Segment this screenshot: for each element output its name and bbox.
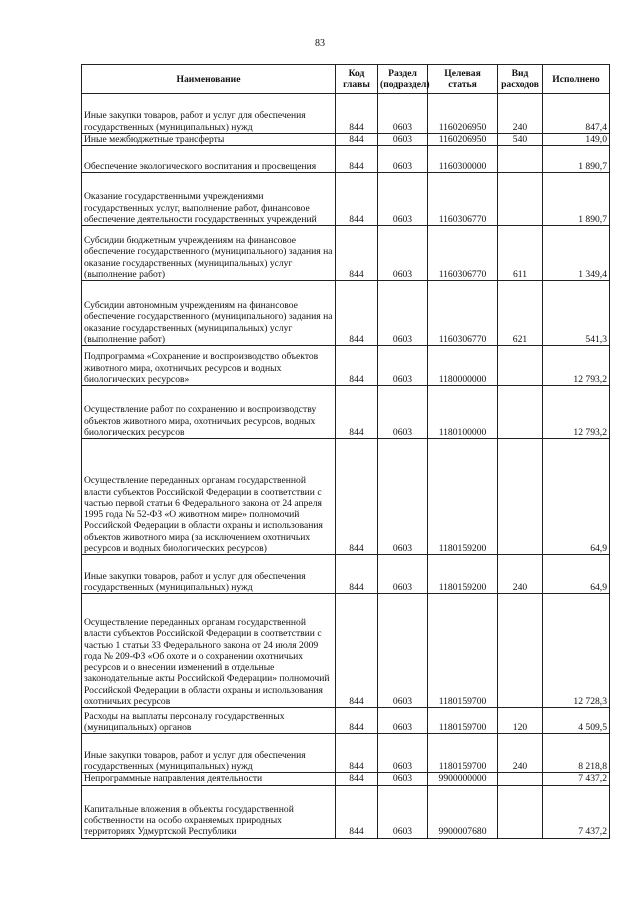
row-executed: 12 793,2 [543, 346, 610, 386]
row-code: 844 [336, 594, 378, 708]
row-target: 1160306770 [428, 281, 498, 346]
row-target: 1180000000 [428, 346, 498, 386]
table-row [82, 594, 610, 708]
row-kind [498, 785, 543, 838]
row-name: Непрограммные направления деятельности [82, 773, 336, 785]
row-section: 0603 [378, 785, 428, 838]
row-section: 0603 [378, 439, 428, 555]
table-row [82, 386, 610, 439]
row-kind [498, 146, 543, 173]
row-kind [498, 773, 543, 785]
row-code: 844 [336, 146, 378, 173]
header-section: Раздел (подраздел) [378, 65, 428, 94]
row-section: 0603 [378, 346, 428, 386]
budget-table [81, 64, 610, 839]
row-executed: 12 728,3 [543, 594, 610, 708]
row-section: 0603 [378, 173, 428, 226]
row-section: 0603 [378, 773, 428, 785]
row-kind: 611 [498, 226, 543, 281]
row-executed: 7 437,2 [543, 785, 610, 838]
row-name: Осуществление переданных органам государственной власти субъектов Российской Федерации в соответствии с частью 1 статьи 33 Федерального закона от 24 июля 2009 года № 209-ФЗ «Об охоте и о сохранении охотничьих ресурсов и о внесении изменений в отдельные законодательные акты Российской Федерации» полномочий Российской Федерации в области охраны и использования охотничьих ресурсов [82, 594, 336, 708]
row-target: 1180100000 [428, 386, 498, 439]
table-header-row [82, 65, 610, 94]
row-target: 1180159700 [428, 594, 498, 708]
row-name: Иные закупки товаров, работ и услуг для обеспечения государственных (муниципальных) нужд [82, 94, 336, 134]
row-target: 1160306770 [428, 226, 498, 281]
row-name: Капитальные вложения в объекты государственной собственности на особо охраняемых природных территориях Удмуртской Республики [82, 785, 336, 838]
row-name: Осуществление переданных органам государственной власти субъектов Российской Федерации в соответствии с частью первой статьи 6 Федерального закона от 24 апреля 1995 года № 52-ФЗ «О животном мире» полномочий Российской Федерации в области охраны и использования объектов животного мира (за исключением охотничьих ресурсов и водных биологических ресурсов) [82, 439, 336, 555]
row-code: 844 [336, 386, 378, 439]
row-section: 0603 [378, 734, 428, 773]
row-executed: 1 349,4 [543, 226, 610, 281]
row-kind: 540 [498, 134, 543, 146]
row-name: Иные закупки товаров, работ и услуг для обеспечения государственных (муниципальных) нужд [82, 555, 336, 594]
row-target: 9900007680 [428, 785, 498, 838]
table-row [82, 555, 610, 594]
row-code: 844 [336, 173, 378, 226]
table-row [82, 173, 610, 226]
row-executed: 149,0 [543, 134, 610, 146]
header-executed: Исполнено [543, 65, 610, 94]
row-name: Подпрограмма «Сохранение и воспроизводство объектов животного мира, охотничьих ресурсов и водных биологических ресурсов» [82, 346, 336, 386]
row-code: 844 [336, 708, 378, 734]
row-kind [498, 594, 543, 708]
table-row [82, 773, 610, 785]
row-executed: 64,9 [543, 555, 610, 594]
row-kind: 240 [498, 94, 543, 134]
table-row [82, 94, 610, 134]
row-target: 1160206950 [428, 94, 498, 134]
row-code: 844 [336, 439, 378, 555]
row-target: 1180159200 [428, 439, 498, 555]
row-section: 0603 [378, 226, 428, 281]
row-executed: 12 793,2 [543, 386, 610, 439]
row-executed: 8 218,8 [543, 734, 610, 773]
row-executed: 1 890,7 [543, 146, 610, 173]
row-section: 0603 [378, 134, 428, 146]
row-section: 0603 [378, 146, 428, 173]
row-executed: 1 890,7 [543, 173, 610, 226]
row-code: 844 [336, 734, 378, 773]
row-name: Осуществление работ по сохранению и воспроизводству объектов животного мира, охотничьих ресурсов, водных биологических ресурсов [82, 386, 336, 439]
row-section: 0603 [378, 386, 428, 439]
row-name: Обеспечение экологического воспитания и просвещения [82, 146, 336, 173]
row-section: 0603 [378, 94, 428, 134]
page-number: 83 [315, 38, 325, 49]
row-section: 0603 [378, 281, 428, 346]
row-executed: 541,3 [543, 281, 610, 346]
row-target: 1160306770 [428, 173, 498, 226]
row-target: 1180159700 [428, 708, 498, 734]
table-row [82, 439, 610, 555]
header-name: Наименование [82, 65, 336, 94]
row-name: Субсидии бюджетным учреждениям на финансовое обеспечение государственного (муниципального) задания на оказание государственных (муниципальных) услуг (выполнение работ) [82, 226, 336, 281]
row-target: 1180159700 [428, 734, 498, 773]
table-row [82, 346, 610, 386]
row-executed: 847,4 [543, 94, 610, 134]
row-executed: 4 509,5 [543, 708, 610, 734]
table-row [82, 281, 610, 346]
header-target: Целевая статья [428, 65, 498, 94]
row-name: Иные закупки товаров, работ и услуг для обеспечения государственных (муниципальных) нужд [82, 734, 336, 773]
row-target: 1180159200 [428, 555, 498, 594]
row-executed: 7 437,2 [543, 773, 610, 785]
table-row [82, 226, 610, 281]
header-code: Код главы [336, 65, 378, 94]
row-name: Оказание государственными учреждениями государственных услуг, выполнение работ, финансовое обеспечение деятельности государственных учреждений [82, 173, 336, 226]
row-executed: 64,9 [543, 439, 610, 555]
row-code: 844 [336, 134, 378, 146]
row-kind [498, 386, 543, 439]
row-section: 0603 [378, 555, 428, 594]
row-kind: 120 [498, 708, 543, 734]
row-name: Иные межбюджетные трансферты [82, 134, 336, 146]
row-kind [498, 173, 543, 226]
row-code: 844 [336, 94, 378, 134]
row-name: Субсидии автономным учреждениям на финансовое обеспечение государственного (муниципального) задания на оказание государственных (муниципальных) услуг (выполнение работ) [82, 281, 336, 346]
row-code: 844 [336, 281, 378, 346]
table-row [82, 708, 610, 734]
row-name: Расходы на выплаты персоналу государственных (муниципальных) органов [82, 708, 336, 734]
header-kind: Вид расходов [498, 65, 543, 94]
row-target: 1160206950 [428, 134, 498, 146]
table-row [82, 146, 610, 173]
row-kind [498, 346, 543, 386]
row-kind: 240 [498, 555, 543, 594]
row-code: 844 [336, 226, 378, 281]
row-code: 844 [336, 785, 378, 838]
row-kind [498, 439, 543, 555]
table-row [82, 785, 610, 838]
row-target: 9900000000 [428, 773, 498, 785]
row-target: 1160300000 [428, 146, 498, 173]
row-kind: 621 [498, 281, 543, 346]
row-code: 844 [336, 555, 378, 594]
table-row [82, 734, 610, 773]
row-section: 0603 [378, 594, 428, 708]
table-row [82, 134, 610, 146]
row-code: 844 [336, 346, 378, 386]
row-code: 844 [336, 773, 378, 785]
row-kind: 240 [498, 734, 543, 773]
row-section: 0603 [378, 708, 428, 734]
table-body [82, 94, 610, 839]
